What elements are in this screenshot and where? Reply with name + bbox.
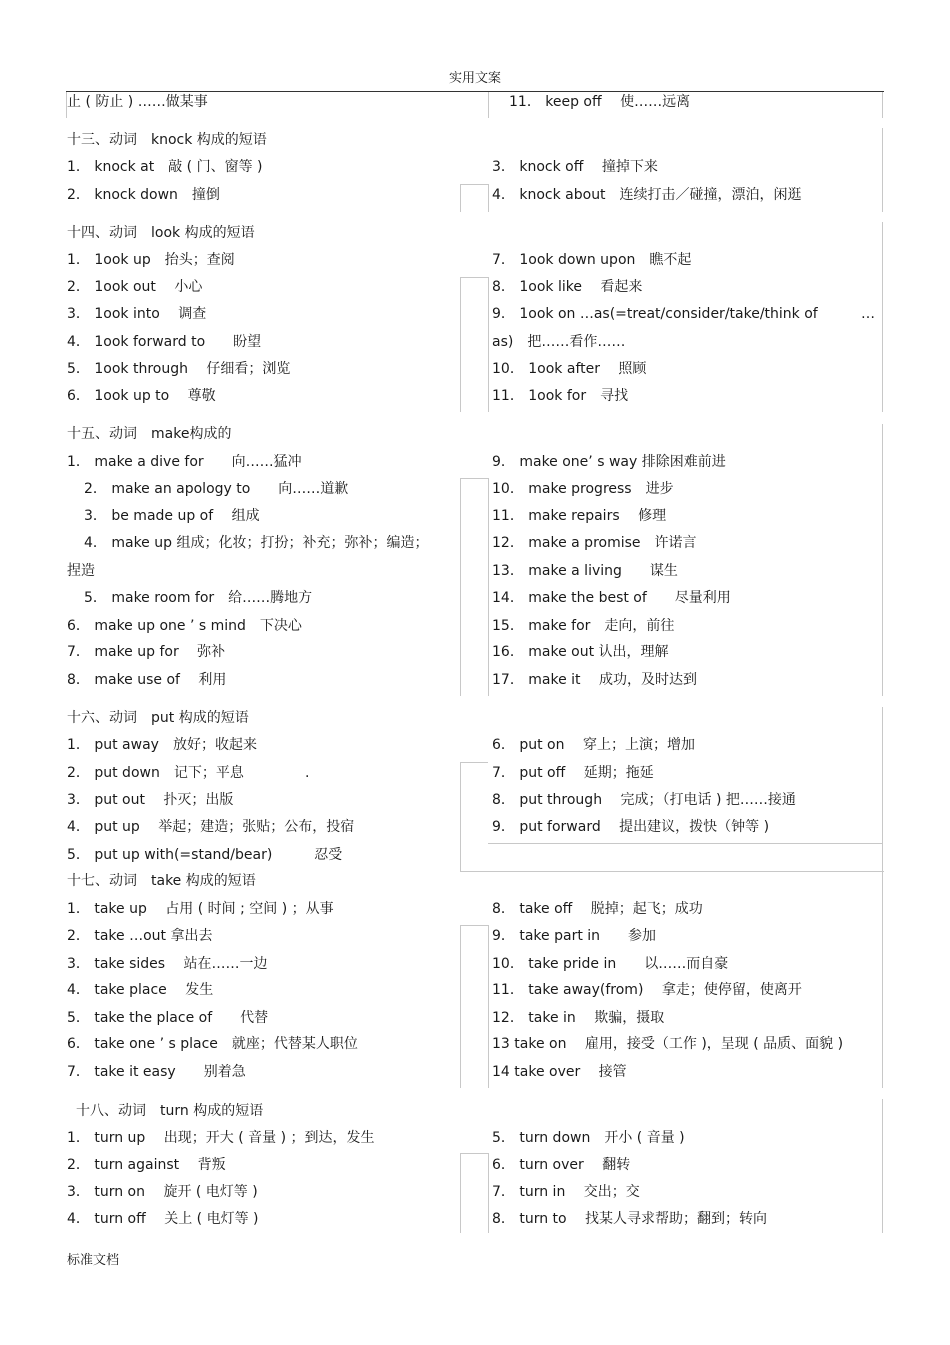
phrase-item: 7． take it easy 别着急 (67, 1064, 246, 1080)
phrase-item: 6． make up one ’ s mind 下决心 (67, 618, 302, 634)
grid-line (488, 1153, 489, 1233)
phrase-item: 4． make up 组成；化妆；打扮；补充；弥补；编造； (84, 535, 429, 551)
grid-line (460, 277, 488, 278)
phrase-item: 4． take place 发生 (67, 982, 214, 998)
phrase-item: 1． put away 放好；收起来 (67, 737, 257, 753)
grid-line (882, 128, 883, 212)
phrase-item: 9． take part in 参加 (492, 928, 657, 944)
continued-entry-left: 止 ( 防止 ) ……做某事 (67, 94, 208, 110)
phrase-item: 15． make for 走向，前往 (492, 618, 675, 634)
phrase-item: 7． turn in 交出；交 (492, 1184, 640, 1200)
phrase-item: 4． knock about 连续打击／碰撞，漂泊，闲逛 (492, 187, 802, 203)
phrase-item: 2． make an apology to 向……道歉 (84, 481, 349, 497)
grid-line (460, 925, 488, 926)
grid-line (882, 92, 883, 118)
phrase-item: 7． 1ook down upon 瞧不起 (492, 252, 692, 268)
grid-line (460, 184, 488, 185)
grid-line (488, 184, 489, 212)
phrase-item: 11． take away(from) 拿走；使停留，使离开 (492, 982, 802, 998)
phrase-item: 2． 1ook out 小心 (67, 279, 203, 295)
phrase-ellipsis: … (861, 306, 875, 322)
phrase-item: as) 把……看作…… (492, 334, 626, 350)
page-footer: 标准文档 (67, 1253, 120, 1268)
phrase-item: 1． 1ook up 抬头；查阅 (67, 252, 235, 268)
grid-line (882, 873, 883, 1088)
page-header: 实用文案 (448, 71, 501, 86)
phrase-item: 5． put up with(=stand/bear) 忍受 (67, 847, 343, 863)
grid-line (488, 478, 489, 696)
phrase-item: 6． turn over 翻转 (492, 1157, 631, 1173)
phrase-item: 4． 1ook forward to 盼望 (67, 334, 262, 350)
phrase-item: 13 take on 雇用，接受（工作 )，呈现 ( 品质、面貌 ) (492, 1036, 844, 1052)
phrase-item: 10． make progress 进步 (492, 481, 674, 497)
phrase-item: 3． knock off 撞掉下来 (492, 159, 658, 175)
phrase-item: 14． make the best of 尽量利用 (492, 590, 731, 606)
phrase-item: 9． make one’ s way 排除困难前进 (492, 454, 726, 470)
phrase-item: 捏造 (67, 563, 95, 579)
section-title: 十五、动词 make构成的 (67, 426, 232, 442)
phrase-item: 5． take the place of 代替 (67, 1010, 269, 1026)
grid-line (882, 1099, 883, 1233)
phrase-item: 1． turn up 出现；开大 ( 音量 ) ；到达，发生 (67, 1130, 375, 1146)
phrase-item: 11． make repairs 修理 (492, 508, 667, 524)
phrase-item: 10． 1ook after 照顾 (492, 361, 647, 377)
grid-line (460, 277, 461, 412)
grid-line (488, 843, 882, 844)
grid-line (460, 762, 488, 763)
grid-line (488, 92, 489, 118)
phrase-item: 6． put on 穿上；上演；增加 (492, 737, 695, 753)
phrase-item: 14 take over 接管 (492, 1064, 627, 1080)
phrase-item: 2． take …out 拿出去 (67, 928, 213, 944)
grid-line (488, 925, 489, 1088)
section-title: 十四、动词 look 构成的短语 (67, 225, 255, 241)
phrase-item: 11． 1ook for 寻找 (492, 388, 629, 404)
grid-line (460, 1153, 461, 1233)
phrase-item: 5． turn down 开小 ( 音量 ) (492, 1130, 685, 1146)
grid-line (882, 707, 883, 873)
grid-line (460, 478, 461, 696)
phrase-item: 8． turn to 找某人寻求帮助；翻到；转向 (492, 1211, 768, 1227)
phrase-item: 8． put through 完成；（打电话 ) 把……接通 (492, 792, 796, 808)
grid-line (882, 222, 883, 412)
phrase-item: 3． put out 扑灭；出版 (67, 792, 234, 808)
phrase-item: 2． turn against 背叛 (67, 1157, 226, 1173)
phrase-item: 8． take off 脱掉；起飞；成功 (492, 901, 703, 917)
phrase-item: 9． 1ook on …as(=treat/consider/take/think of (492, 306, 818, 322)
phrase-item: 1． take up 占用 ( 时间 ; 空间 ) ；从事 (67, 901, 334, 917)
section-title: 十三、动词 knock 构成的短语 (67, 132, 267, 148)
header-rule (66, 91, 884, 92)
phrase-item: 3． 1ook into 调查 (67, 306, 207, 322)
grid-line (882, 424, 883, 696)
section-title: 十八、动词 turn 构成的短语 (76, 1103, 264, 1119)
phrase-item: 7． make up for 弥补 (67, 644, 226, 660)
grid-line (460, 871, 884, 872)
phrase-item: 2． knock down 撞倒 (67, 187, 220, 203)
phrase-item: 1． knock at 敲 ( 门、窗等 ) (67, 159, 263, 175)
grid-line (460, 925, 461, 1088)
phrase-item: 2． put down 记下；平息 (67, 765, 244, 781)
stray-dot: . (305, 765, 310, 781)
phrase-item: 3． turn on 旋开 ( 电灯等 ) (67, 1184, 258, 1200)
phrase-item: 5． 1ook through 仔细看；浏览 (67, 361, 291, 377)
phrase-item: 7． put off 延期；拖延 (492, 765, 654, 781)
section-title: 十七、动词 take 构成的短语 (67, 873, 256, 889)
phrase-item: 12． make a promise 许诺言 (492, 535, 697, 551)
phrase-item: 8． make use of 利用 (67, 672, 227, 688)
phrase-item: 3． take sides 站在……一边 (67, 956, 268, 972)
grid-line (460, 1153, 488, 1154)
phrase-item: 4． turn off 关上 ( 电灯等 ) (67, 1211, 259, 1227)
grid-line (488, 277, 489, 412)
phrase-item: 12． take in 欺骗，摄取 (492, 1010, 665, 1026)
phrase-item: 1． make a dive for 向……猛冲 (67, 454, 302, 470)
phrase-item: 9． put forward 提出建议，拨快（钟等 ) (492, 819, 770, 835)
phrase-item: 10． take pride in 以……而自豪 (492, 956, 729, 972)
phrase-item: 3． be made up of 组成 (84, 508, 260, 524)
phrase-item: 6． take one ’ s place 就座；代替某人职位 (67, 1036, 358, 1052)
continued-entry-right: 11． keep off 使……远离 (509, 94, 691, 110)
grid-line (460, 762, 461, 872)
grid-line (460, 478, 488, 479)
phrase-item: 8． 1ook like 看起来 (492, 279, 643, 295)
phrase-item: 17． make it 成功，及时达到 (492, 672, 697, 688)
section-title: 十六、动词 put 构成的短语 (67, 710, 249, 726)
phrase-item: 6． 1ook up to 尊敬 (67, 388, 216, 404)
grid-line (460, 184, 461, 212)
phrase-item: 16． make out 认出，理解 (492, 644, 669, 660)
phrase-item: 4． put up 举起；建造；张贴；公布，投宿 (67, 819, 355, 835)
phrase-item: 13． make a living 谋生 (492, 563, 678, 579)
phrase-item: 5． make room for 给……腾地方 (84, 590, 313, 606)
